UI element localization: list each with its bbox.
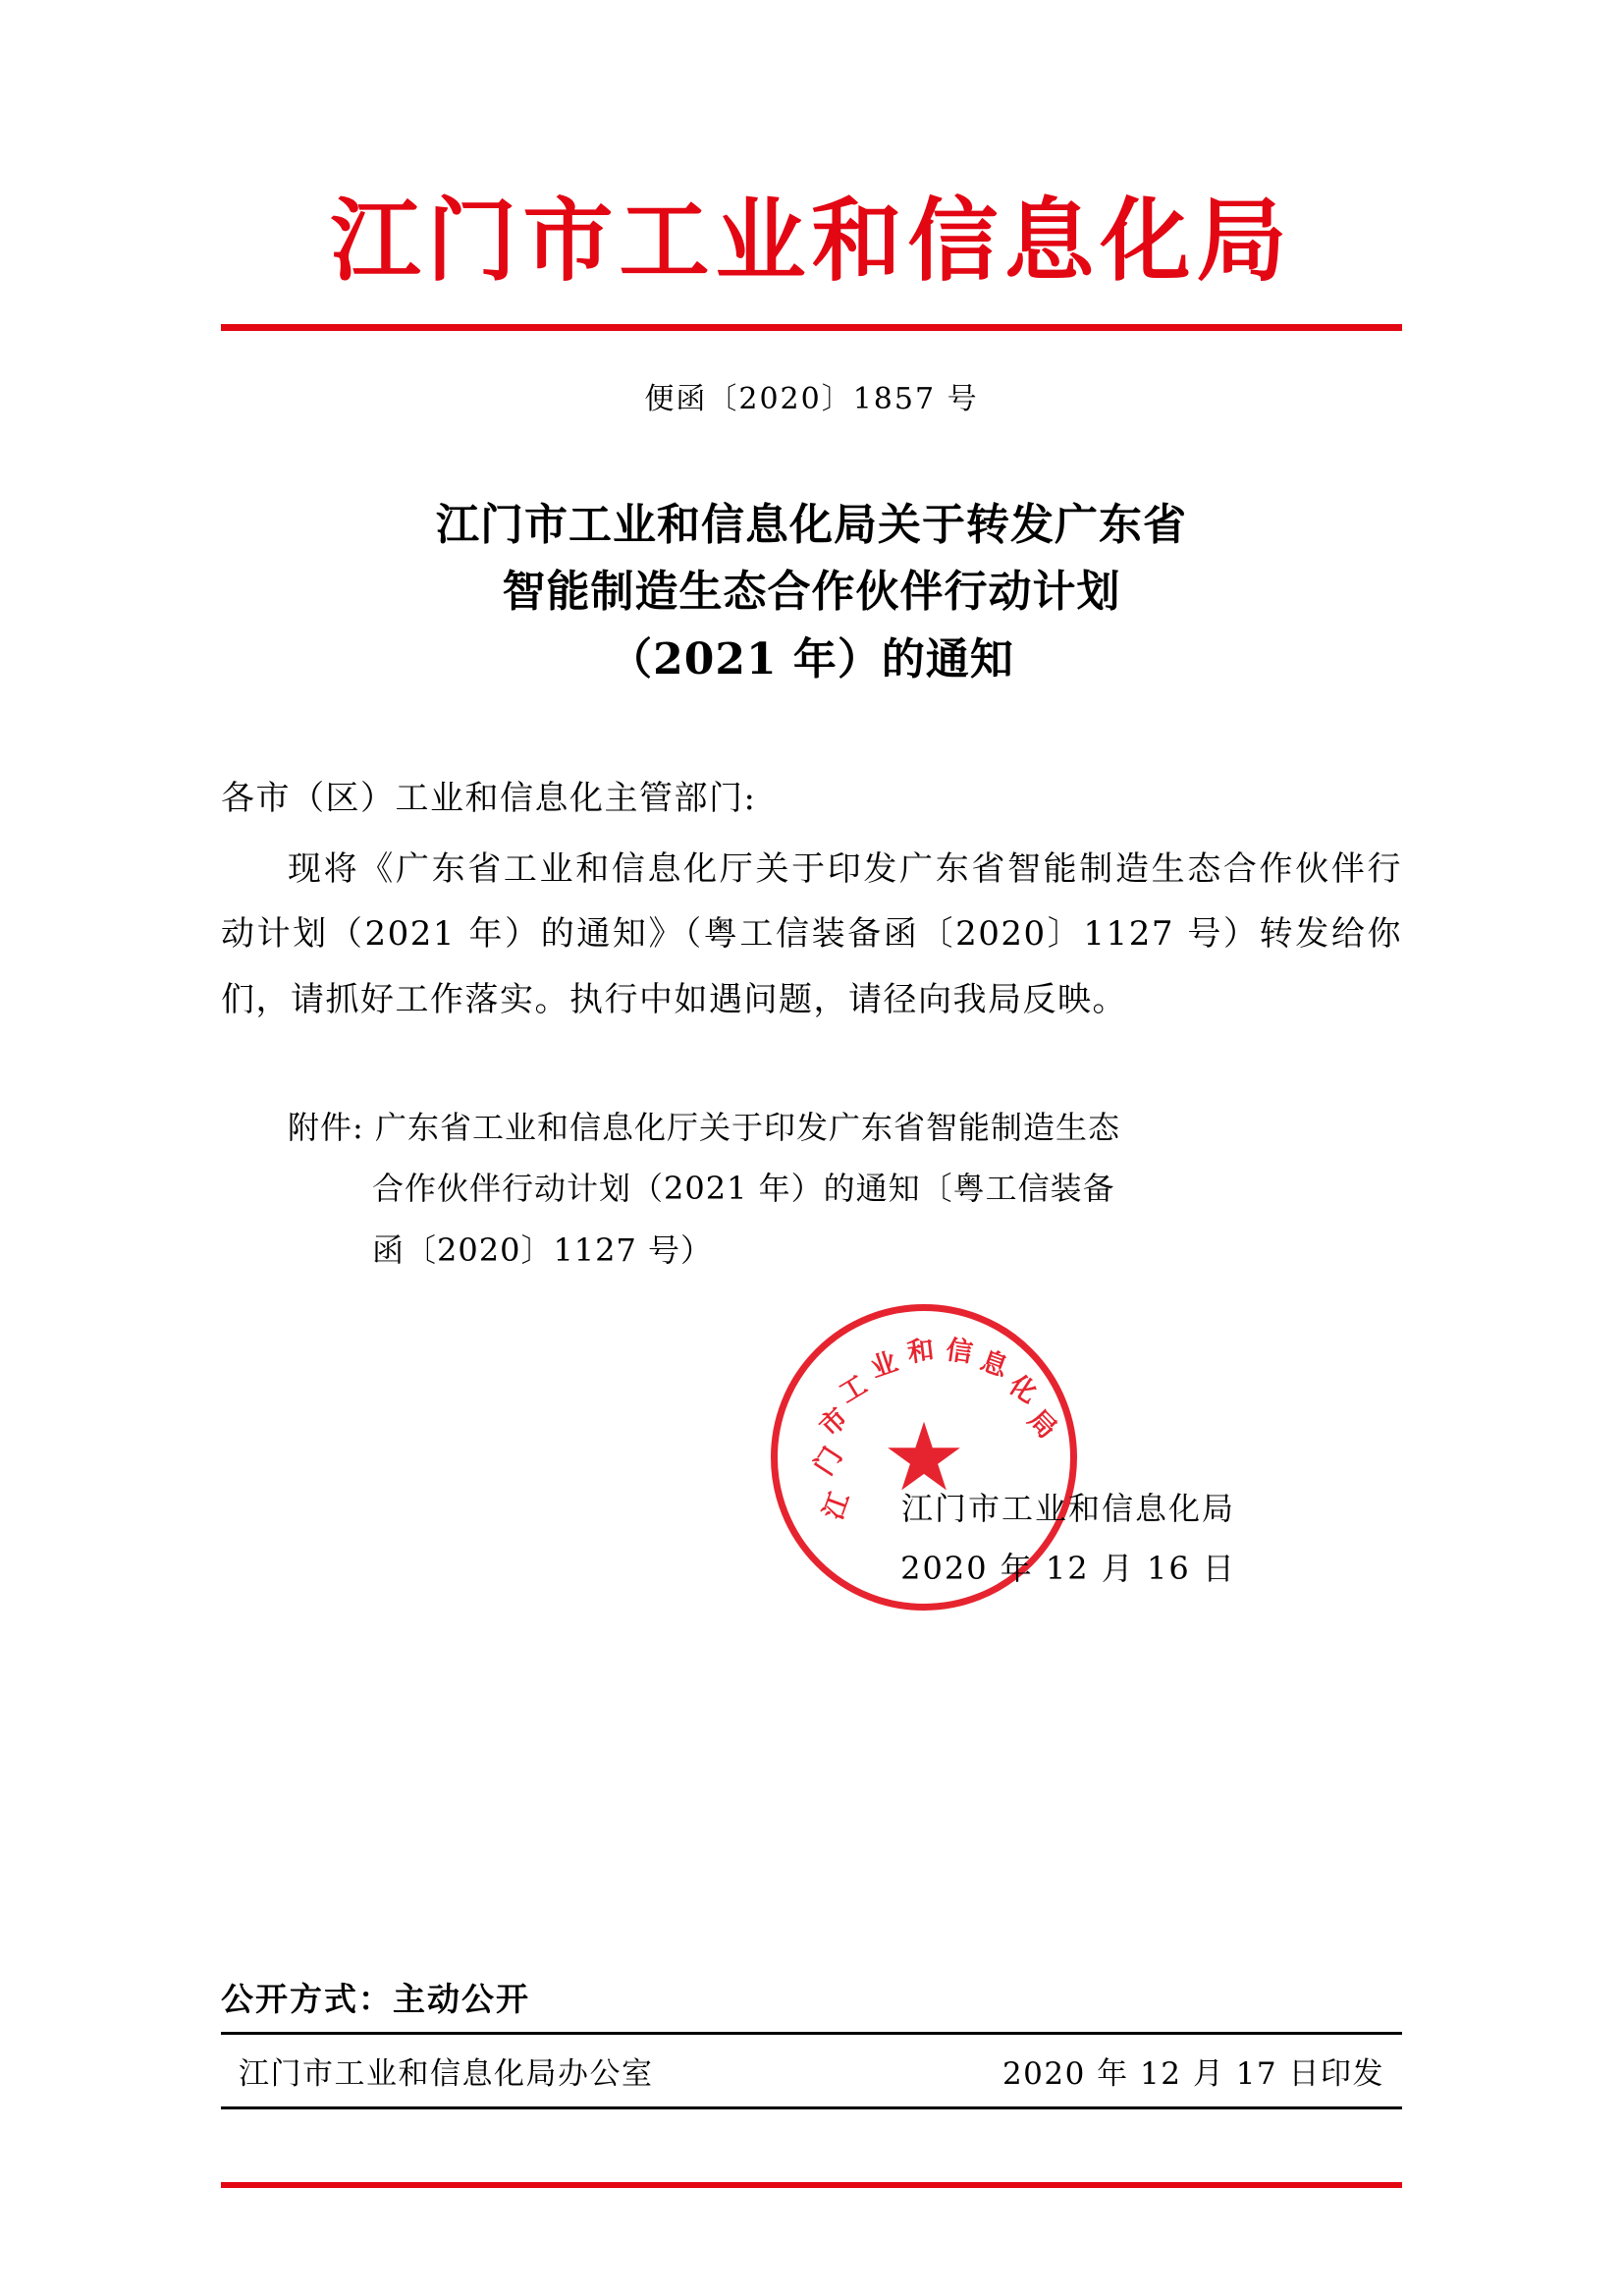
document-body [221, 766, 1402, 1032]
document-title [221, 492, 1402, 693]
letterhead-organization: 江门市工业和信息化局 [330, 188, 1293, 294]
document-number: 便函〔2020〕1857 号 [644, 382, 979, 417]
attachment-block [221, 1097, 1402, 1281]
signature-date: 2020 年 12 月 16 日 [900, 1549, 1236, 1587]
seal-star-icon: ★ [881, 1402, 967, 1513]
salutation: 各市（区）工业和信息化主管部门: [221, 778, 757, 818]
document-footer [221, 1974, 1402, 2109]
attachment-line-2: 合作伙伴行动计划（2021 年）的通知〔粤工信装备 [372, 1170, 1115, 1208]
document-title-line-1: 江门市工业和信息化局关于转发广东省 [436, 500, 1187, 551]
footer-row [221, 2035, 1402, 2106]
footer-rule-bottom [221, 2106, 1402, 2109]
attachment-line-1: 附件: 广东省工业和信息化厅关于印发广东省智能制造生态 [288, 1108, 1120, 1146]
signature-lines [793, 1479, 1343, 1599]
bottom-red-rule [221, 2182, 1402, 2188]
header-red-rule [221, 324, 1402, 331]
footer-print-date: 2020 年 12 月 17 日印发 [1001, 2056, 1384, 2092]
document-title-line-2: 智能制造生态合作伙伴行动计划 [502, 567, 1121, 618]
letterhead [221, 0, 1402, 294]
body-paragraph: 现将《广东省工业和信息化厅关于印发广东省智能制造生态合作伙伴行动计划（2021 年）的通知》（粤工信装备函〔2020〕1127 号）转发给你们，请抓好工作落实。执行中如遇问题，请径向我局反映。 [221, 849, 1402, 1019]
signature-issuer: 江门市工业和信息化局 [900, 1490, 1235, 1528]
disclosure-label: 公开方式：主动公开 [221, 1980, 530, 2018]
footer-office: 江门市工业和信息化局办公室 [239, 2056, 654, 2092]
signature-block [221, 1304, 1402, 1628]
attachment-line-3: 函〔2020〕1127 号） [372, 1230, 714, 1269]
seal-ring-text: 江 门 市 工 业 和 信 息 化 局 [808, 1335, 1062, 1524]
document-title-line-3: （2021 年）的通知 [609, 633, 1014, 684]
